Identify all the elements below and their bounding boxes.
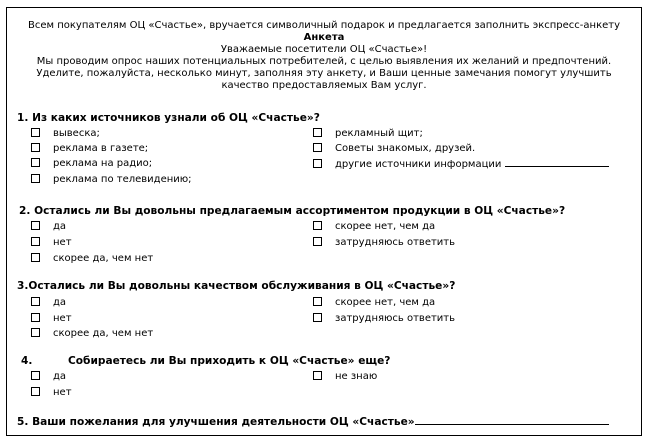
option[interactable]: да (31, 371, 66, 383)
option[interactable]: Советы знакомых, друзей. (313, 143, 475, 155)
option[interactable]: рекламный щит; (313, 128, 423, 140)
question-4-number: 4. (21, 355, 33, 367)
checkbox[interactable] (31, 253, 40, 262)
checkbox[interactable] (31, 313, 40, 322)
checkbox[interactable] (31, 128, 40, 137)
intro-line: Мы проводим опрос наших потенциальных потребителей, с целью выявления их желаний и предпочтений. (36, 56, 612, 67)
question-4: Собираетесь ли Вы приходить к ОЦ «Счастье» еще? (68, 355, 391, 367)
option[interactable]: реклама по телевидению; (31, 174, 192, 186)
checkbox[interactable] (313, 143, 322, 152)
option[interactable]: другие источники информации (313, 158, 609, 171)
option[interactable]: затрудняюсь ответить (313, 237, 455, 249)
checkbox[interactable] (313, 297, 322, 306)
option[interactable]: не знаю (313, 371, 377, 383)
checkbox[interactable] (31, 237, 40, 246)
checkbox[interactable] (31, 143, 40, 152)
checkbox[interactable] (313, 371, 322, 380)
question-5 (17, 416, 609, 428)
checkbox[interactable] (313, 159, 322, 168)
questionnaire-sheet (6, 7, 642, 436)
intro-block (7, 20, 641, 92)
option[interactable]: затрудняюсь ответить (313, 313, 455, 325)
option[interactable]: скорее да, чем нет (31, 328, 153, 340)
intro-line: Всем покупателям ОЦ «Счастье», вручается символичный подарок и предлагается заполнить экспресс-анкету (27, 20, 621, 31)
checkbox[interactable] (31, 328, 40, 337)
option[interactable]: реклама в газете; (31, 143, 148, 155)
option[interactable]: нет (31, 313, 72, 325)
checkbox[interactable] (31, 158, 40, 167)
checkbox[interactable] (31, 297, 40, 306)
option[interactable]: скорее нет, чем да (313, 221, 435, 233)
greeting: Уважаемые посетители ОЦ «Счастье»! (220, 44, 428, 55)
option[interactable]: скорее нет, чем да (313, 297, 435, 309)
answer-line[interactable] (415, 416, 609, 425)
question-3: 3.Остались ли Вы довольны качеством обслуживания в ОЦ «Счастье»? (17, 280, 456, 292)
checkbox[interactable] (313, 237, 322, 246)
intro-line: Уделите, пожалуйста, несколько минут, заполняя эту анкету, и Ваши ценные замечания помогут улучшить (36, 68, 612, 79)
option[interactable]: нет (31, 387, 72, 399)
option[interactable]: вывеска; (31, 128, 100, 140)
answer-line[interactable] (505, 158, 609, 167)
question-1: 1. Из каких источников узнали об ОЦ «Счастье»? (17, 112, 320, 124)
option[interactable]: нет (31, 237, 72, 249)
checkbox[interactable] (313, 128, 322, 137)
intro-line: качество предоставляемых Вам услуг. (221, 80, 427, 91)
checkbox[interactable] (31, 387, 40, 396)
option[interactable]: скорее да, чем нет (31, 253, 153, 265)
checkbox[interactable] (313, 313, 322, 322)
option[interactable]: реклама на радио; (31, 158, 152, 170)
checkbox[interactable] (313, 221, 322, 230)
option[interactable]: да (31, 297, 66, 309)
question-5-text: 5. Ваши пожелания для улучшения деятельности ОЦ «Счастье» (17, 416, 415, 428)
option[interactable]: да (31, 221, 66, 233)
checkbox[interactable] (31, 371, 40, 380)
checkbox[interactable] (31, 221, 40, 230)
checkbox[interactable] (31, 174, 40, 183)
questionnaire-title: Анкета (303, 32, 345, 43)
question-2: 2. Остались ли Вы довольны предлагаемым ассортиментом продукции в ОЦ «Счастье»? (19, 205, 566, 217)
